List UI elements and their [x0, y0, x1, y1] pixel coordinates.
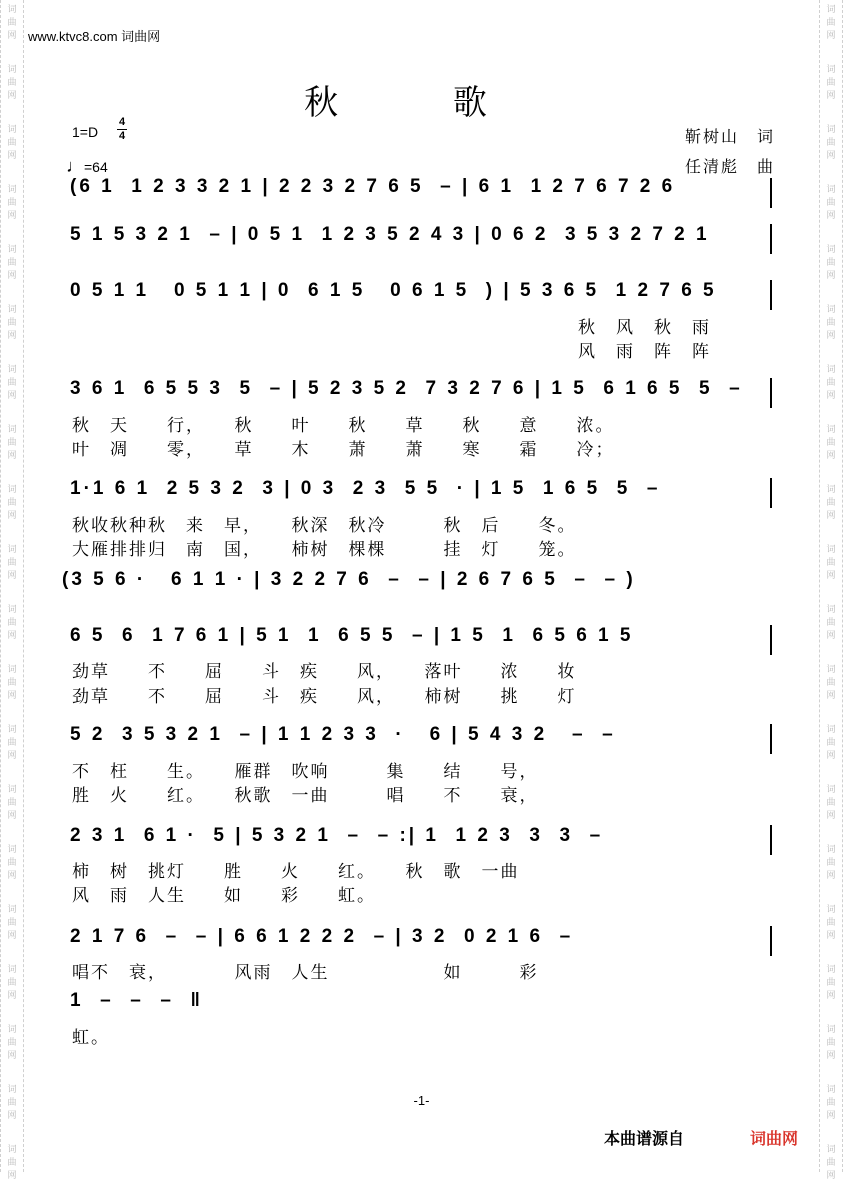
watermark-text: 词 曲 网: [7, 245, 17, 281]
lyric-line: 风 雨 人生 如 彩 虹。: [72, 886, 376, 906]
left-watermark-strip: [0, 0, 24, 1181]
time-signature: [117, 116, 127, 143]
watermark-text: 词 曲 网: [826, 905, 836, 941]
score-row-6: (3 5 6 · 6 1 1 · | 3 2 2 7 6 – – | 2 6 7 6 5 – – ): [62, 569, 636, 590]
watermark-text: 词 曲 网: [7, 1145, 17, 1181]
lyricist-credit: 靳树山 词: [684, 127, 775, 146]
watermark-text: 词 曲 网: [7, 545, 17, 581]
score-row-9: 2 3 1 6 1 · 5 | 5 3 2 1 – – :| 1 1 2 3 3 3 –: [70, 825, 604, 846]
barline: [770, 625, 772, 655]
brand-text: 词曲网: [750, 1129, 799, 1148]
barline: [770, 926, 772, 956]
watermark-text: 词 曲 网: [7, 845, 17, 881]
lyric-line: 唱不 衰， 风雨 人生 如 彩: [72, 963, 539, 983]
lyric-line: 不 枉 生。 雁群 吹响 集 结 号，: [72, 762, 539, 782]
score-row-1: (6 1 1 2 3 3 2 1 | 2 2 3 2 7 6 5 – | 6 1 1 2 7 6 7 2 6: [70, 176, 676, 197]
watermark-text: 词 曲 网: [7, 665, 17, 701]
barline: [770, 224, 772, 254]
watermark-text: 词 曲 网: [826, 185, 836, 221]
quarter-note-icon: ♩: [66, 156, 84, 176]
watermark-text: 词 曲 网: [826, 1025, 836, 1061]
right-watermark-strip: [819, 0, 843, 1181]
brand-logo: [750, 1126, 798, 1149]
watermark-text: 词 曲 网: [7, 785, 17, 821]
key-signature: 1=D: [72, 124, 99, 140]
lyric-line: 胜 火 红。 秋歌 一曲 唱 不 衰，: [72, 786, 539, 806]
barline: [770, 478, 772, 508]
watermark-text: 词 曲 网: [826, 425, 836, 461]
barline: [770, 280, 772, 310]
lyric-line: 秋收秋种秋 来 早， 秋深 秋冷 秋 后 冬。: [72, 516, 577, 536]
barline: [770, 178, 772, 208]
watermark-text: 词 曲 网: [7, 905, 17, 941]
tempo-value: =64: [84, 159, 108, 175]
watermark-text: 词 曲 网: [826, 485, 836, 521]
watermark-text: 词 曲 网: [826, 5, 836, 41]
watermark-text: 词 曲 网: [826, 725, 836, 761]
watermark-text: 词 曲 网: [826, 1145, 836, 1181]
time-signature-top: 4: [118, 116, 126, 128]
lyric-line: 劲草 不 屈 斗 疾 风， 柿树 挑 灯: [72, 687, 577, 707]
watermark-text: 词 曲 网: [826, 125, 836, 161]
lyric-line: 虹。: [72, 1028, 110, 1048]
score-row-11: 1 – – – ‖: [70, 990, 203, 1011]
watermark-text: 词 曲 网: [7, 5, 17, 41]
score-row-10: 2 1 7 6 – – | 6 6 1 2 2 2 – | 3 2 0 2 1 6 –: [70, 926, 574, 947]
watermark-text: 词 曲 网: [826, 305, 836, 341]
barline: [770, 724, 772, 754]
watermark-text: 词 曲 网: [7, 1025, 17, 1061]
lyric-line: 大雁排排归 南 国， 柿树 棵棵 挂 灯 笼。: [72, 540, 577, 560]
watermark-text: 词 曲 网: [826, 845, 836, 881]
site-header[interactable]: www.ktvc8.com 词曲网: [28, 29, 161, 44]
watermark-text: 词 曲 网: [7, 305, 17, 341]
lyric-line: 劲草 不 屈 斗 疾 风， 落叶 浓 妆: [72, 662, 577, 682]
watermark-text: 词 曲 网: [826, 65, 836, 101]
watermark-text: 词 曲 网: [826, 965, 836, 1001]
watermark-text: 词 曲 网: [7, 185, 17, 221]
watermark-text: 词 曲 网: [826, 365, 836, 401]
watermark-text: 词 曲 网: [7, 725, 17, 761]
score-row-8: 5 2 3 5 3 2 1 – | 1 1 2 3 3 · 6 | 5 4 3 2 – –: [70, 724, 616, 745]
watermark-text: 词 曲 网: [7, 125, 17, 161]
tempo-marking: [66, 156, 108, 177]
watermark-text: 词 曲 网: [826, 245, 836, 281]
watermark-text: 词 曲 网: [826, 1085, 836, 1121]
source-label: 本曲谱源自: [604, 1129, 685, 1148]
page-number: -1-: [413, 1093, 430, 1108]
score-row-4: 3 6 1 6 5 5 3 5 – | 5 2 3 5 2 7 3 2 7 6 | 1 5 6 1 6 5 5 –: [70, 378, 743, 399]
lyric-line: 风 雨 阵 阵: [578, 342, 711, 362]
watermark-text: 词 曲 网: [7, 425, 17, 461]
lyric-line: 叶 凋 零， 草 木 萧 萧 寒 霜 冷；: [72, 440, 615, 460]
score-row-2: 5 1 5 3 2 1 – | 0 5 1 1 2 3 5 2 4 3 | 0 6 2 3 5 3 2 7 2 1: [70, 224, 710, 245]
barline: [770, 378, 772, 408]
watermark-text: 词 曲 网: [7, 965, 17, 1001]
watermark-text: 词 曲 网: [826, 785, 836, 821]
watermark-text: 词 曲 网: [826, 605, 836, 641]
song-title: 秋 歌: [304, 83, 539, 123]
lyric-line: 秋 风 秋 雨: [578, 318, 711, 338]
lyric-line: 秋 天 行， 秋 叶 秋 草 秋 意 浓。: [72, 416, 615, 436]
watermark-text: 词 曲 网: [7, 65, 17, 101]
watermark-text: 词 曲 网: [826, 545, 836, 581]
score-row-3: 0 5 1 1 0 5 1 1 | 0 6 1 5 0 6 1 5 ) | 5 3 6 5 1 2 7 6 5: [70, 280, 717, 301]
watermark-text: 词 曲 网: [826, 665, 836, 701]
score-row-5: 1·1 6 1 2 5 3 2 3 | 0 3 2 3 5 5 · | 1 5 1 6 5 5 –: [70, 478, 661, 499]
time-signature-bottom: 4: [118, 130, 126, 142]
barline: [770, 825, 772, 855]
watermark-text: 词 曲 网: [7, 1085, 17, 1121]
watermark-text: 词 曲 网: [7, 485, 17, 521]
lyric-line: 柿 树 挑灯 胜 火 红。 秋 歌 一曲: [72, 862, 520, 882]
score-row-7: 6 5 6 1 7 6 1 | 5 1 1 6 5 5 – | 1 5 1 6 5 6 1 5: [70, 625, 634, 646]
watermark-text: 词 曲 网: [7, 605, 17, 641]
composer-credit: 任清彪 曲: [684, 157, 775, 176]
watermark-text: 词 曲 网: [7, 365, 17, 401]
